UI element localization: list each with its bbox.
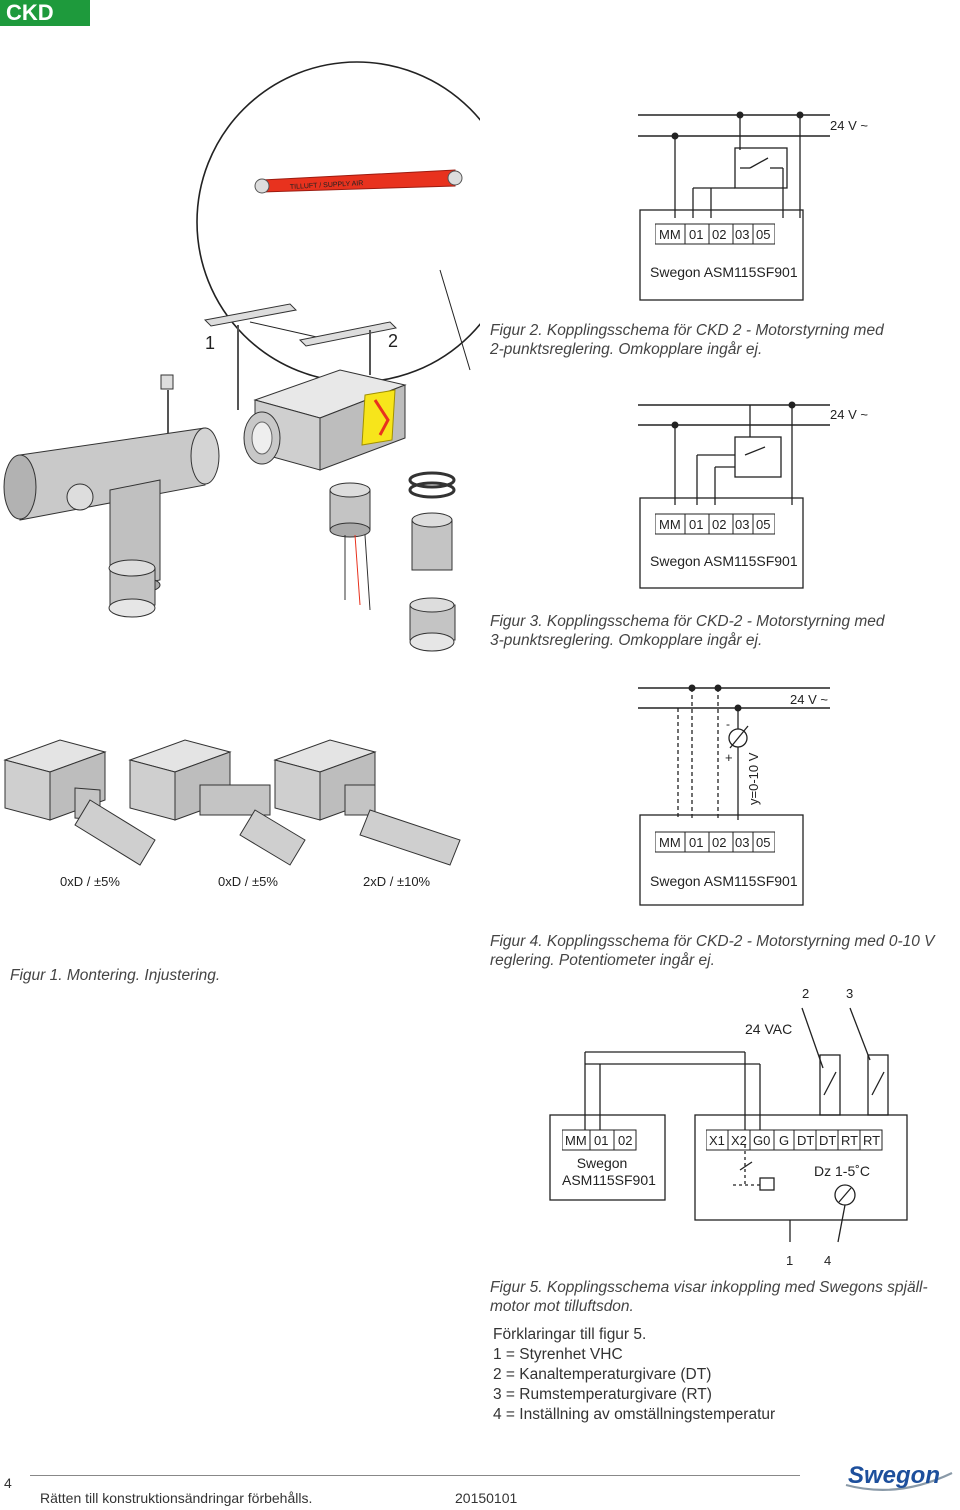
fig5-terminal-mm: MM	[565, 1133, 587, 1148]
tolerance-3: 2xD / ±10%	[363, 874, 431, 889]
legend-item: 3 = Rumstemperaturgivare (RT)	[493, 1386, 712, 1403]
tolerance-1: 0xD / ±5%	[60, 874, 120, 889]
fig5-terminal-rt-2: RT	[863, 1133, 881, 1148]
install-variant-3	[275, 740, 460, 865]
fig5-terminal-01: 01	[594, 1133, 609, 1148]
fig5-terminal-g: G	[779, 1133, 790, 1148]
svg-text:Swegon: Swegon	[848, 1462, 941, 1489]
connector-pipe	[330, 483, 370, 610]
fig4-device: Swegon ASM115SF901	[650, 873, 798, 889]
fig3-device: Swegon ASM115SF901	[650, 553, 798, 569]
legend-item: 4 = Inställning av omställningstemperatur	[493, 1406, 776, 1423]
fig5-right-terminal-strip	[706, 1128, 886, 1157]
fig5-num-2: 2	[802, 986, 810, 1001]
legend-item: 2 = Kanaltemperaturgivare (DT)	[493, 1366, 712, 1383]
fig5-terminal-dt-1: DT	[797, 1133, 815, 1148]
fig5-num-4: 4	[824, 1253, 832, 1268]
fig2-terminal-mm: MM	[659, 227, 681, 242]
fig3-terminal-01: 01	[689, 517, 704, 532]
figure-5-caption: Figur 5. Kopplingsschema visar inkoppling med Swegons spjäll- motor mot tilluftsdon.	[490, 1279, 928, 1315]
fig2-terminal-strip	[655, 222, 775, 251]
fig2-terminal-03: 03	[735, 227, 750, 242]
figure-2-caption: Figur 2. Kopplingsschema för CKD 2 - Motorstyrning med 2-punktsreglering. Omkopplare ingår ej.	[490, 322, 884, 358]
damper-box	[244, 370, 405, 470]
fig4-terminal-02: 02	[712, 835, 727, 850]
marker-2: 2	[388, 331, 399, 351]
figure-5-wiring	[540, 980, 940, 1270]
fig4-terminal-strip	[655, 830, 775, 859]
swegon-logo	[838, 1455, 958, 1495]
fig4-signal: y=0-10 V	[746, 752, 761, 805]
figure-4-caption: Figur 4. Kopplingsschema för CKD-2 - Motorstyrning med 0-10 V reglering. Potentiometer ingår ej.	[490, 933, 935, 969]
tolerance-2: 0xD / ±5%	[218, 874, 278, 889]
fig2-terminal-05: 05	[756, 227, 771, 242]
fig3-supply: 24 V ~	[830, 407, 868, 422]
fig5-terminal-rt-1: RT	[841, 1133, 859, 1148]
fig2-device: Swegon ASM115SF901	[650, 264, 798, 280]
figure-1-caption: Figur 1. Montering. Injustering.	[10, 967, 221, 984]
footer-notice: Rätten till konstruktionsändringar förbehålls.	[40, 1490, 313, 1506]
footer-divider	[30, 1475, 800, 1476]
fig4-minus: -	[726, 717, 730, 731]
legend	[493, 1325, 775, 1425]
fig5-terminal-dt-2: DT	[819, 1133, 837, 1148]
bottom-cap	[410, 598, 455, 651]
fig3-terminal-02: 02	[712, 517, 727, 532]
figure-1-illustration	[0, 40, 480, 940]
figure-3-caption: Figur 3. Kopplingsschema för CKD-2 - Motorstyrning med 3-punktsreglering. Omkopplare ingår ej.	[490, 613, 885, 649]
fig5-terminal-x2: X2	[731, 1133, 747, 1148]
fig2-terminal-01: 01	[689, 227, 704, 242]
fig3-terminal-mm: MM	[659, 517, 681, 532]
figure-3-wiring	[600, 395, 900, 600]
fig5-num-1: 1	[786, 1253, 794, 1268]
fig4-plus: +	[725, 750, 733, 765]
fig2-terminal-02: 02	[712, 227, 727, 242]
spiral-duct	[412, 513, 452, 570]
fig3-terminal-05: 05	[756, 517, 771, 532]
fig4-terminal-05: 05	[756, 835, 771, 850]
marker-1: 1	[205, 333, 216, 353]
fig4-terminal-03: 03	[735, 835, 750, 850]
fig4-terminal-mm: MM	[659, 835, 681, 850]
page-number: 4	[4, 1475, 12, 1491]
fig5-left-device: Swegon ASM115SF901	[562, 1155, 656, 1188]
ring-seal	[410, 473, 454, 497]
fig4-supply: 24 V ~	[790, 692, 828, 707]
legend-title: Förklaringar till figur 5.	[493, 1326, 647, 1343]
legend-item: 1 = Styrenhet VHC	[493, 1346, 623, 1363]
footer-date: 20150101	[455, 1490, 518, 1506]
fig5-dz-label: Dz 1-5˚C	[814, 1163, 871, 1179]
fig3-terminal-strip	[655, 512, 775, 541]
fig4-terminal-01: 01	[689, 835, 704, 850]
fig5-terminal-x1: X1	[709, 1133, 725, 1148]
tube-label: TILLUFT / SUPPLY AIR	[289, 180, 364, 191]
fig5-terminal-02: 02	[618, 1133, 633, 1148]
fig5-terminal-g0: G0	[753, 1133, 771, 1148]
fig2-supply: 24 V ~	[830, 118, 868, 133]
page-title: CKD	[0, 0, 90, 26]
fig3-terminal-03: 03	[735, 517, 750, 532]
fig5-supply: 24 VAC	[745, 1021, 793, 1037]
fig5-num-3: 3	[846, 986, 854, 1001]
fig5-left-terminal-strip	[562, 1128, 642, 1157]
end-cap	[109, 560, 155, 617]
